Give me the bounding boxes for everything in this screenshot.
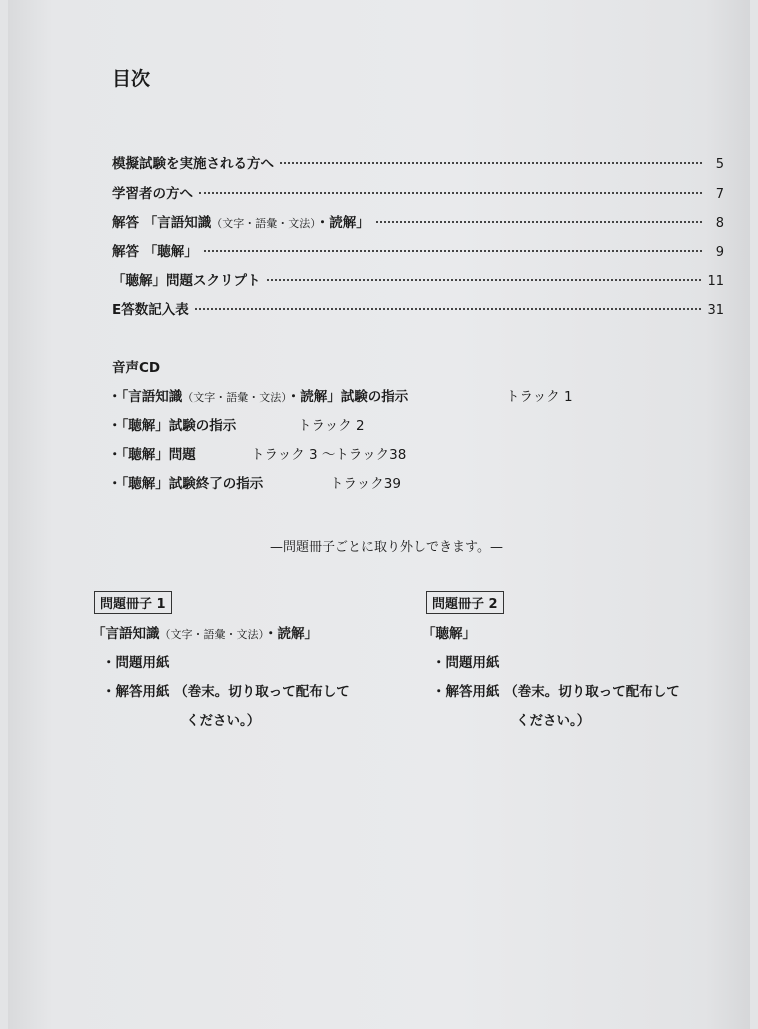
toc-leader [199, 192, 702, 194]
booklet-2-title: 「聴解」 [422, 626, 476, 642]
cd-track: トラック39 [330, 476, 401, 492]
toc-entry[interactable] [112, 211, 724, 233]
booklet-1-item-cont: ください。） [186, 713, 261, 729]
booklet-1-item: ・問題用紙 [102, 655, 170, 671]
cd-item: ・「言語知識（文字・語彙・文法）・読解」試験の指示 [108, 389, 409, 405]
toc-entry[interactable] [112, 152, 724, 174]
cd-item: ・「聴解」試験の指示 [108, 418, 237, 434]
toc-leader [376, 221, 702, 223]
cd-track: トラック 3 ～トラック38 [251, 447, 407, 463]
document-page [8, 0, 750, 1029]
toc-entry[interactable] [112, 182, 724, 204]
toc-leader [280, 162, 702, 164]
cd-item: ・「聴解」試験終了の指示 [108, 476, 264, 492]
toc-page: 8 [715, 216, 724, 231]
toc-page: 9 [715, 245, 724, 260]
booklet-2-heading: 問題冊子 2 [426, 591, 504, 614]
toc-leader [267, 279, 702, 281]
cd-heading: 音声CD [112, 360, 161, 376]
booklet-2-item: ・解答用紙 （巻末。切り取って配布して [432, 684, 680, 700]
cd-track: トラック 2 [298, 418, 365, 434]
cd-item: ・「聴解」問題 [108, 447, 196, 463]
booklet-2-item-cont: ください。） [516, 713, 591, 729]
booklet-1-heading: 問題冊子 1 [94, 591, 172, 614]
toc-page: 7 [715, 187, 724, 202]
toc-page: 11 [707, 274, 724, 289]
toc-entry[interactable] [112, 269, 724, 291]
detach-note: —問題冊子ごとに取り外しできます。— [270, 540, 503, 555]
booklet-2-item: ・問題用紙 [432, 655, 500, 671]
toc-page: 31 [707, 303, 724, 318]
booklet-1-title: 「言語知識（文字・語彙・文法）・読解」 [92, 626, 318, 642]
booklet-1-item: ・解答用紙 （巻末。切り取って配布して [102, 684, 350, 700]
page-title: 目次 [112, 68, 151, 90]
toc-label: 解答 「聴解」 [112, 244, 198, 260]
toc-leader [204, 250, 702, 252]
toc-entry[interactable] [112, 240, 724, 262]
toc-label: 解答 「言語知識（文字・語彙・文法）・読解」 [112, 215, 370, 231]
toc-label: 模擬試験を実施される方へ [112, 156, 274, 172]
toc-label: 学習者の方へ [112, 186, 193, 202]
toc-label: 「聴解」問題スクリプト [112, 273, 261, 289]
toc-page: 5 [715, 157, 724, 172]
toc-leader [195, 308, 702, 310]
toc-entry[interactable] [112, 298, 724, 320]
cd-track: トラック 1 [506, 389, 573, 405]
toc-label: E答数記入表 [112, 302, 189, 318]
